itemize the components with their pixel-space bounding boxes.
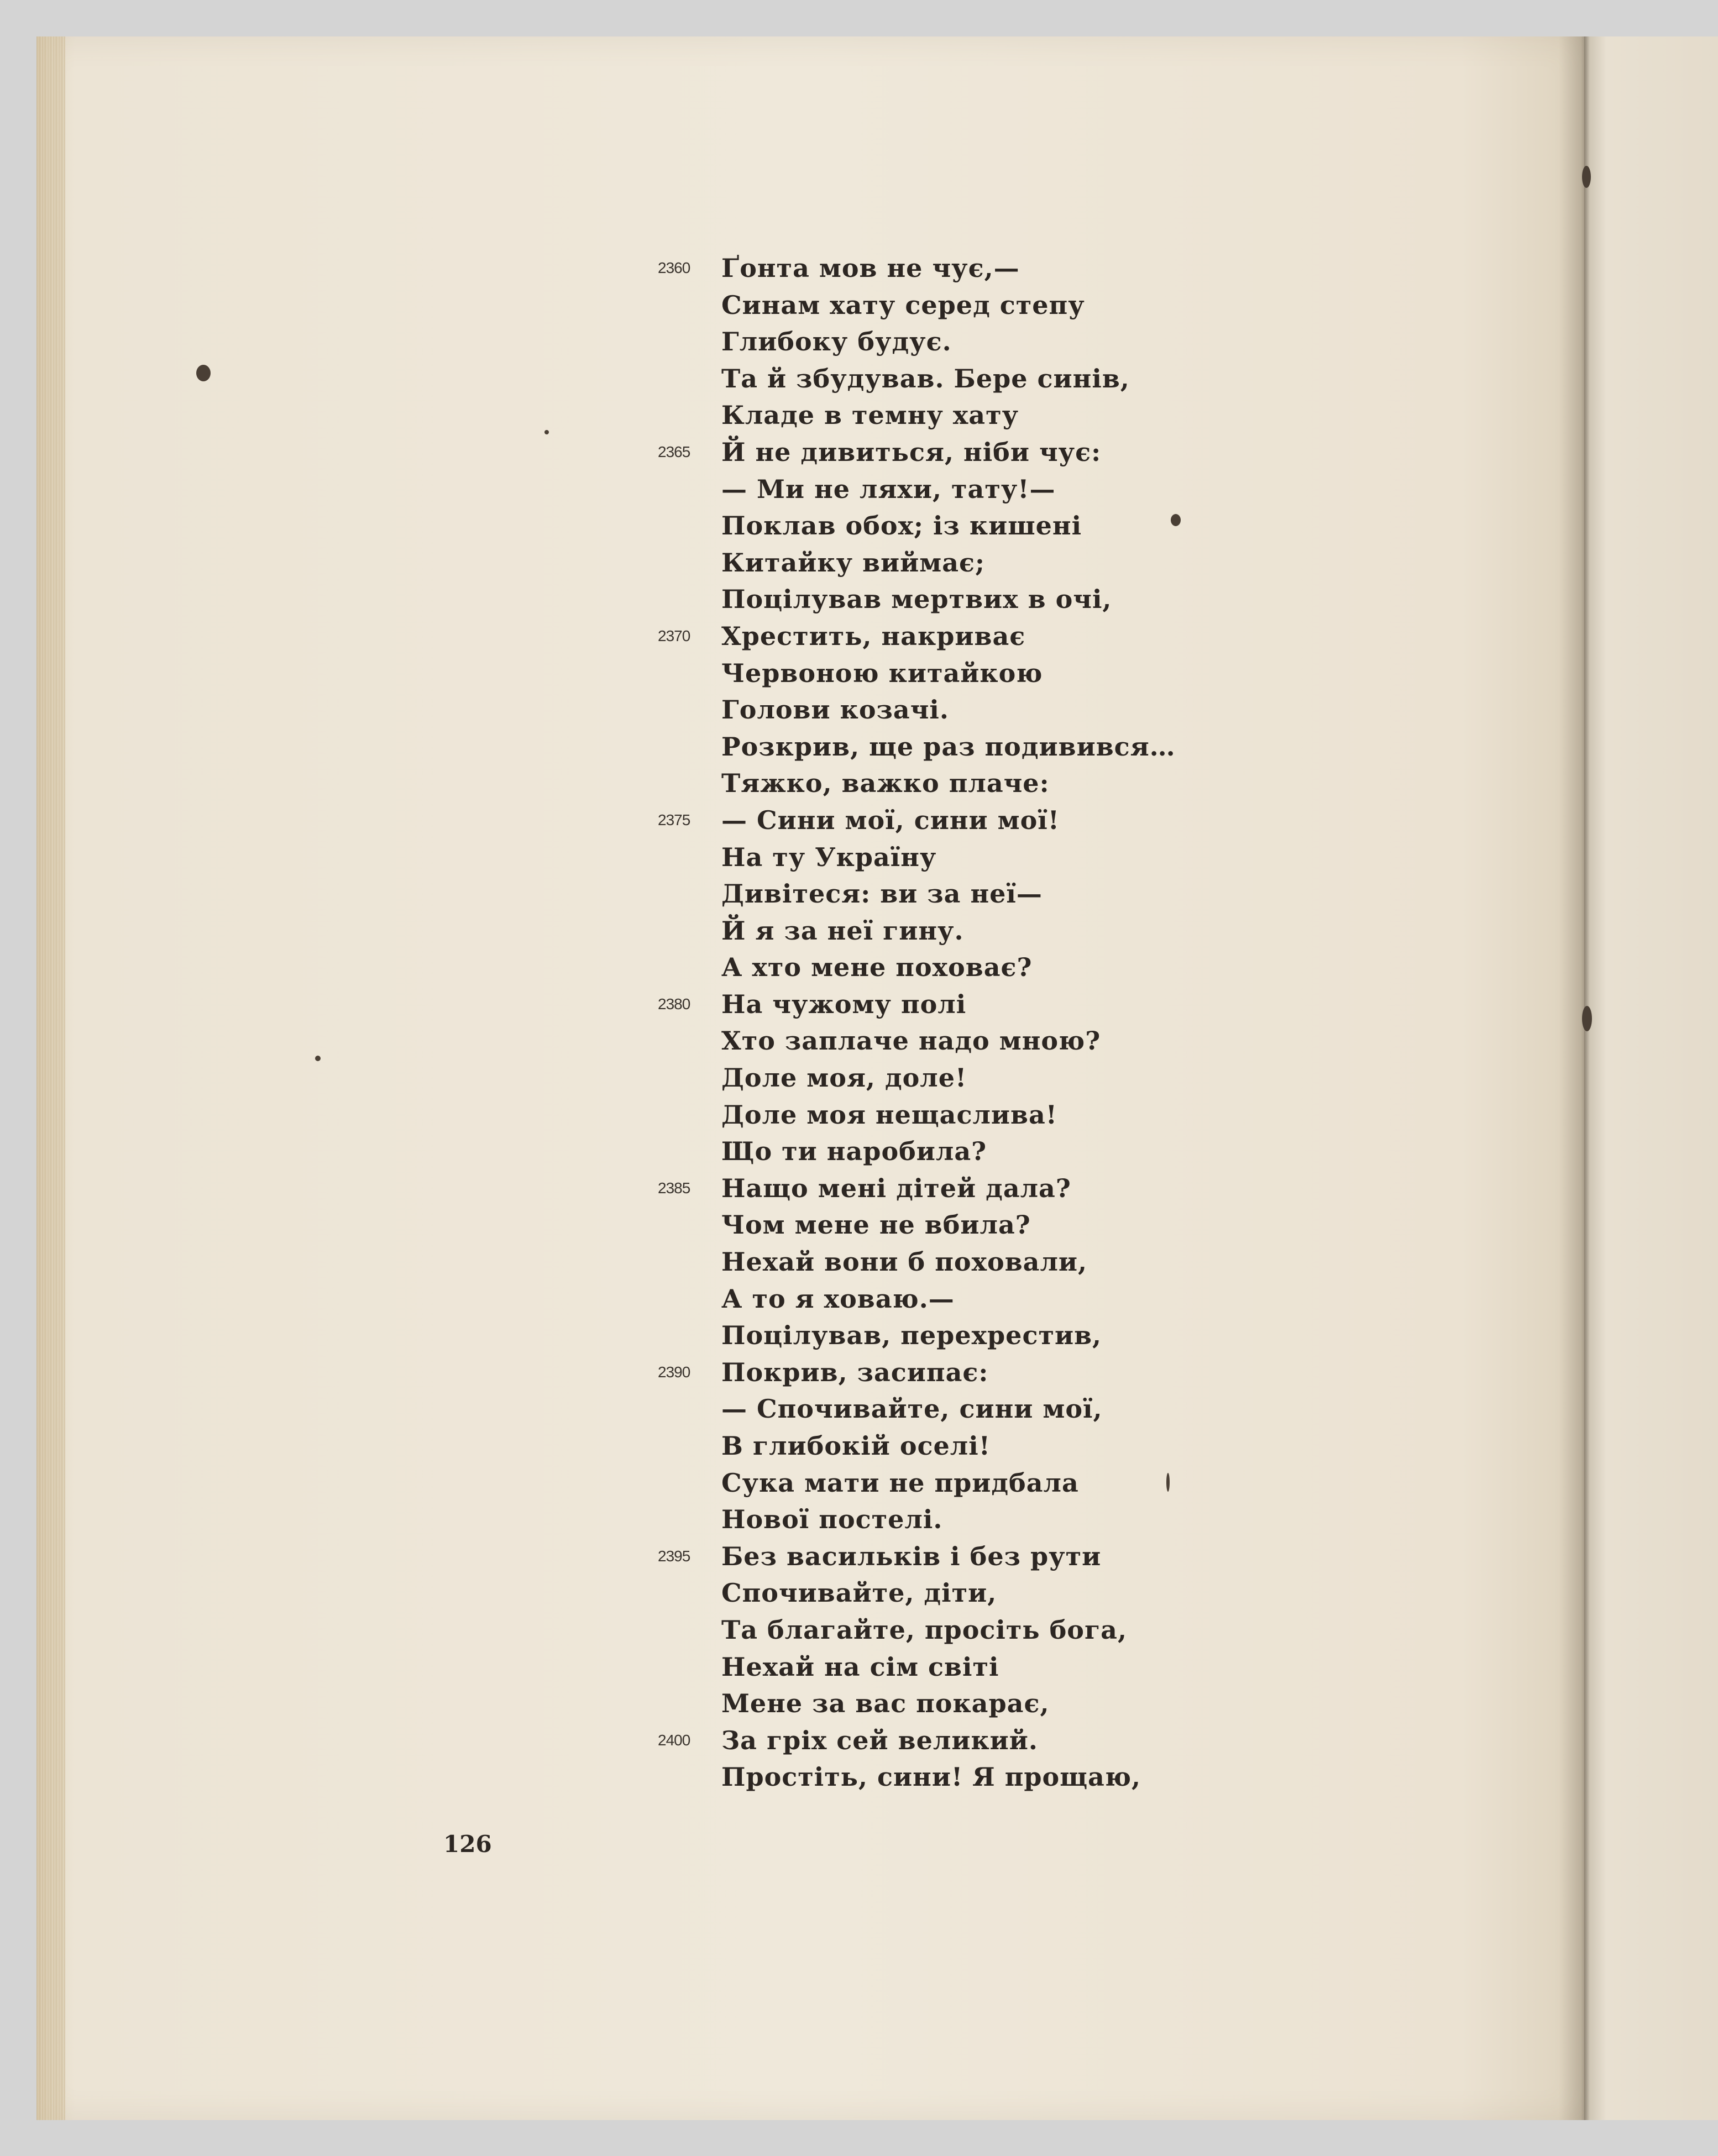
poem-line: Кладе в темну хату xyxy=(721,400,1019,431)
poem-line: Та й збудував. Бере синів, xyxy=(721,363,1130,394)
page-edge-left xyxy=(36,36,65,2120)
poem-line: Синам хату серед степу xyxy=(721,290,1085,320)
poem-line: Нової постелі. xyxy=(721,1504,943,1535)
poem-line: Розкрив, ще раз подивився… xyxy=(721,731,1176,762)
poem-line: Чом мене не вбила? xyxy=(721,1210,1031,1240)
poem-line: Поцілував, перехрестив, xyxy=(721,1320,1102,1351)
poem-line: Нащо мені дітей дала? xyxy=(721,1173,1071,1203)
paper-speck xyxy=(1166,1473,1170,1492)
poem-line: Що ти наробила? xyxy=(721,1136,987,1167)
poem-line: Поклав обох; із кишені xyxy=(721,511,1082,541)
paper-speck xyxy=(315,1056,321,1061)
poem-line: На чужому полі xyxy=(721,989,967,1019)
paper-speck xyxy=(196,365,211,381)
gutter-shadow xyxy=(1559,36,1586,2120)
poem-line: Доле моя, доле! xyxy=(721,1063,967,1093)
poem-line: Червоною китайкою xyxy=(721,658,1043,688)
poem-line: Дивітеся: ви за неї— xyxy=(721,879,1043,909)
poem-line: Поцілував мертвих в очі, xyxy=(721,584,1112,615)
poem-line: Покрив, засипає: xyxy=(721,1357,989,1387)
poem-line: — Сини мої, сини мої! xyxy=(721,805,1060,835)
poem-line: На ту Україну xyxy=(721,842,937,872)
paper-speck xyxy=(1582,1006,1592,1031)
poem-line: Китайку виймає; xyxy=(721,547,986,578)
poem-line: — Спочивайте, сини мої, xyxy=(721,1394,1103,1424)
line-number: 2370 xyxy=(658,627,690,644)
poem-line: Голови козачі. xyxy=(721,695,949,725)
poem-line: — Ми не ляхи, тату!— xyxy=(721,474,1056,504)
poem-line: Без васильків і без рути xyxy=(721,1541,1102,1571)
line-number: 2400 xyxy=(658,1732,690,1749)
line-number: 2385 xyxy=(658,1179,690,1197)
line-number: 2375 xyxy=(658,811,690,828)
paper-speck xyxy=(1582,166,1591,188)
poem-line: Доле моя нещаслива! xyxy=(721,1099,1057,1130)
line-number: 2360 xyxy=(658,259,690,276)
poem-line: Глибоку будує. xyxy=(721,327,952,357)
poem-line: А то я ховаю.— xyxy=(721,1283,955,1314)
poem-line: Нехай на сім світі xyxy=(721,1651,999,1682)
poem-line: Хрестить, накриває xyxy=(721,621,1026,651)
poem-line: Простіть, сини! Я прощаю, xyxy=(721,1762,1141,1792)
poem-line: Ґонта мов не чує,— xyxy=(721,253,1020,283)
poem-line: Хто заплаче надо мною? xyxy=(721,1026,1101,1056)
poem-line: Нехай вони б поховали, xyxy=(721,1247,1088,1277)
poem-text xyxy=(721,250,1176,1796)
paper-speck xyxy=(544,430,549,434)
poem-line: В глибокій оселі! xyxy=(721,1431,991,1461)
line-number: 2395 xyxy=(658,1548,690,1565)
poem-line: Й не дивиться, ніби чує: xyxy=(721,437,1102,467)
next-page-edge xyxy=(1584,36,1718,2120)
line-number: 2380 xyxy=(658,995,690,1013)
poem-line: Й я за неї гину. xyxy=(721,915,964,946)
line-number: 2390 xyxy=(658,1363,690,1381)
page-number: 126 xyxy=(443,1830,492,1858)
poem-line: Тяжко, важко плаче: xyxy=(721,768,1050,799)
poem-line: Спочивайте, діти, xyxy=(721,1578,997,1608)
paper-speck xyxy=(1171,514,1181,526)
poem-line: Та благайте, просіть бога, xyxy=(721,1614,1127,1645)
poem-line: Мене за вас покарає, xyxy=(721,1688,1050,1719)
poem-line: Сука мати не придбала xyxy=(721,1467,1079,1498)
poem-line: А хто мене поховає? xyxy=(721,952,1033,983)
poem-line: За гріх сей великий. xyxy=(721,1725,1038,1755)
line-number: 2365 xyxy=(658,443,690,460)
